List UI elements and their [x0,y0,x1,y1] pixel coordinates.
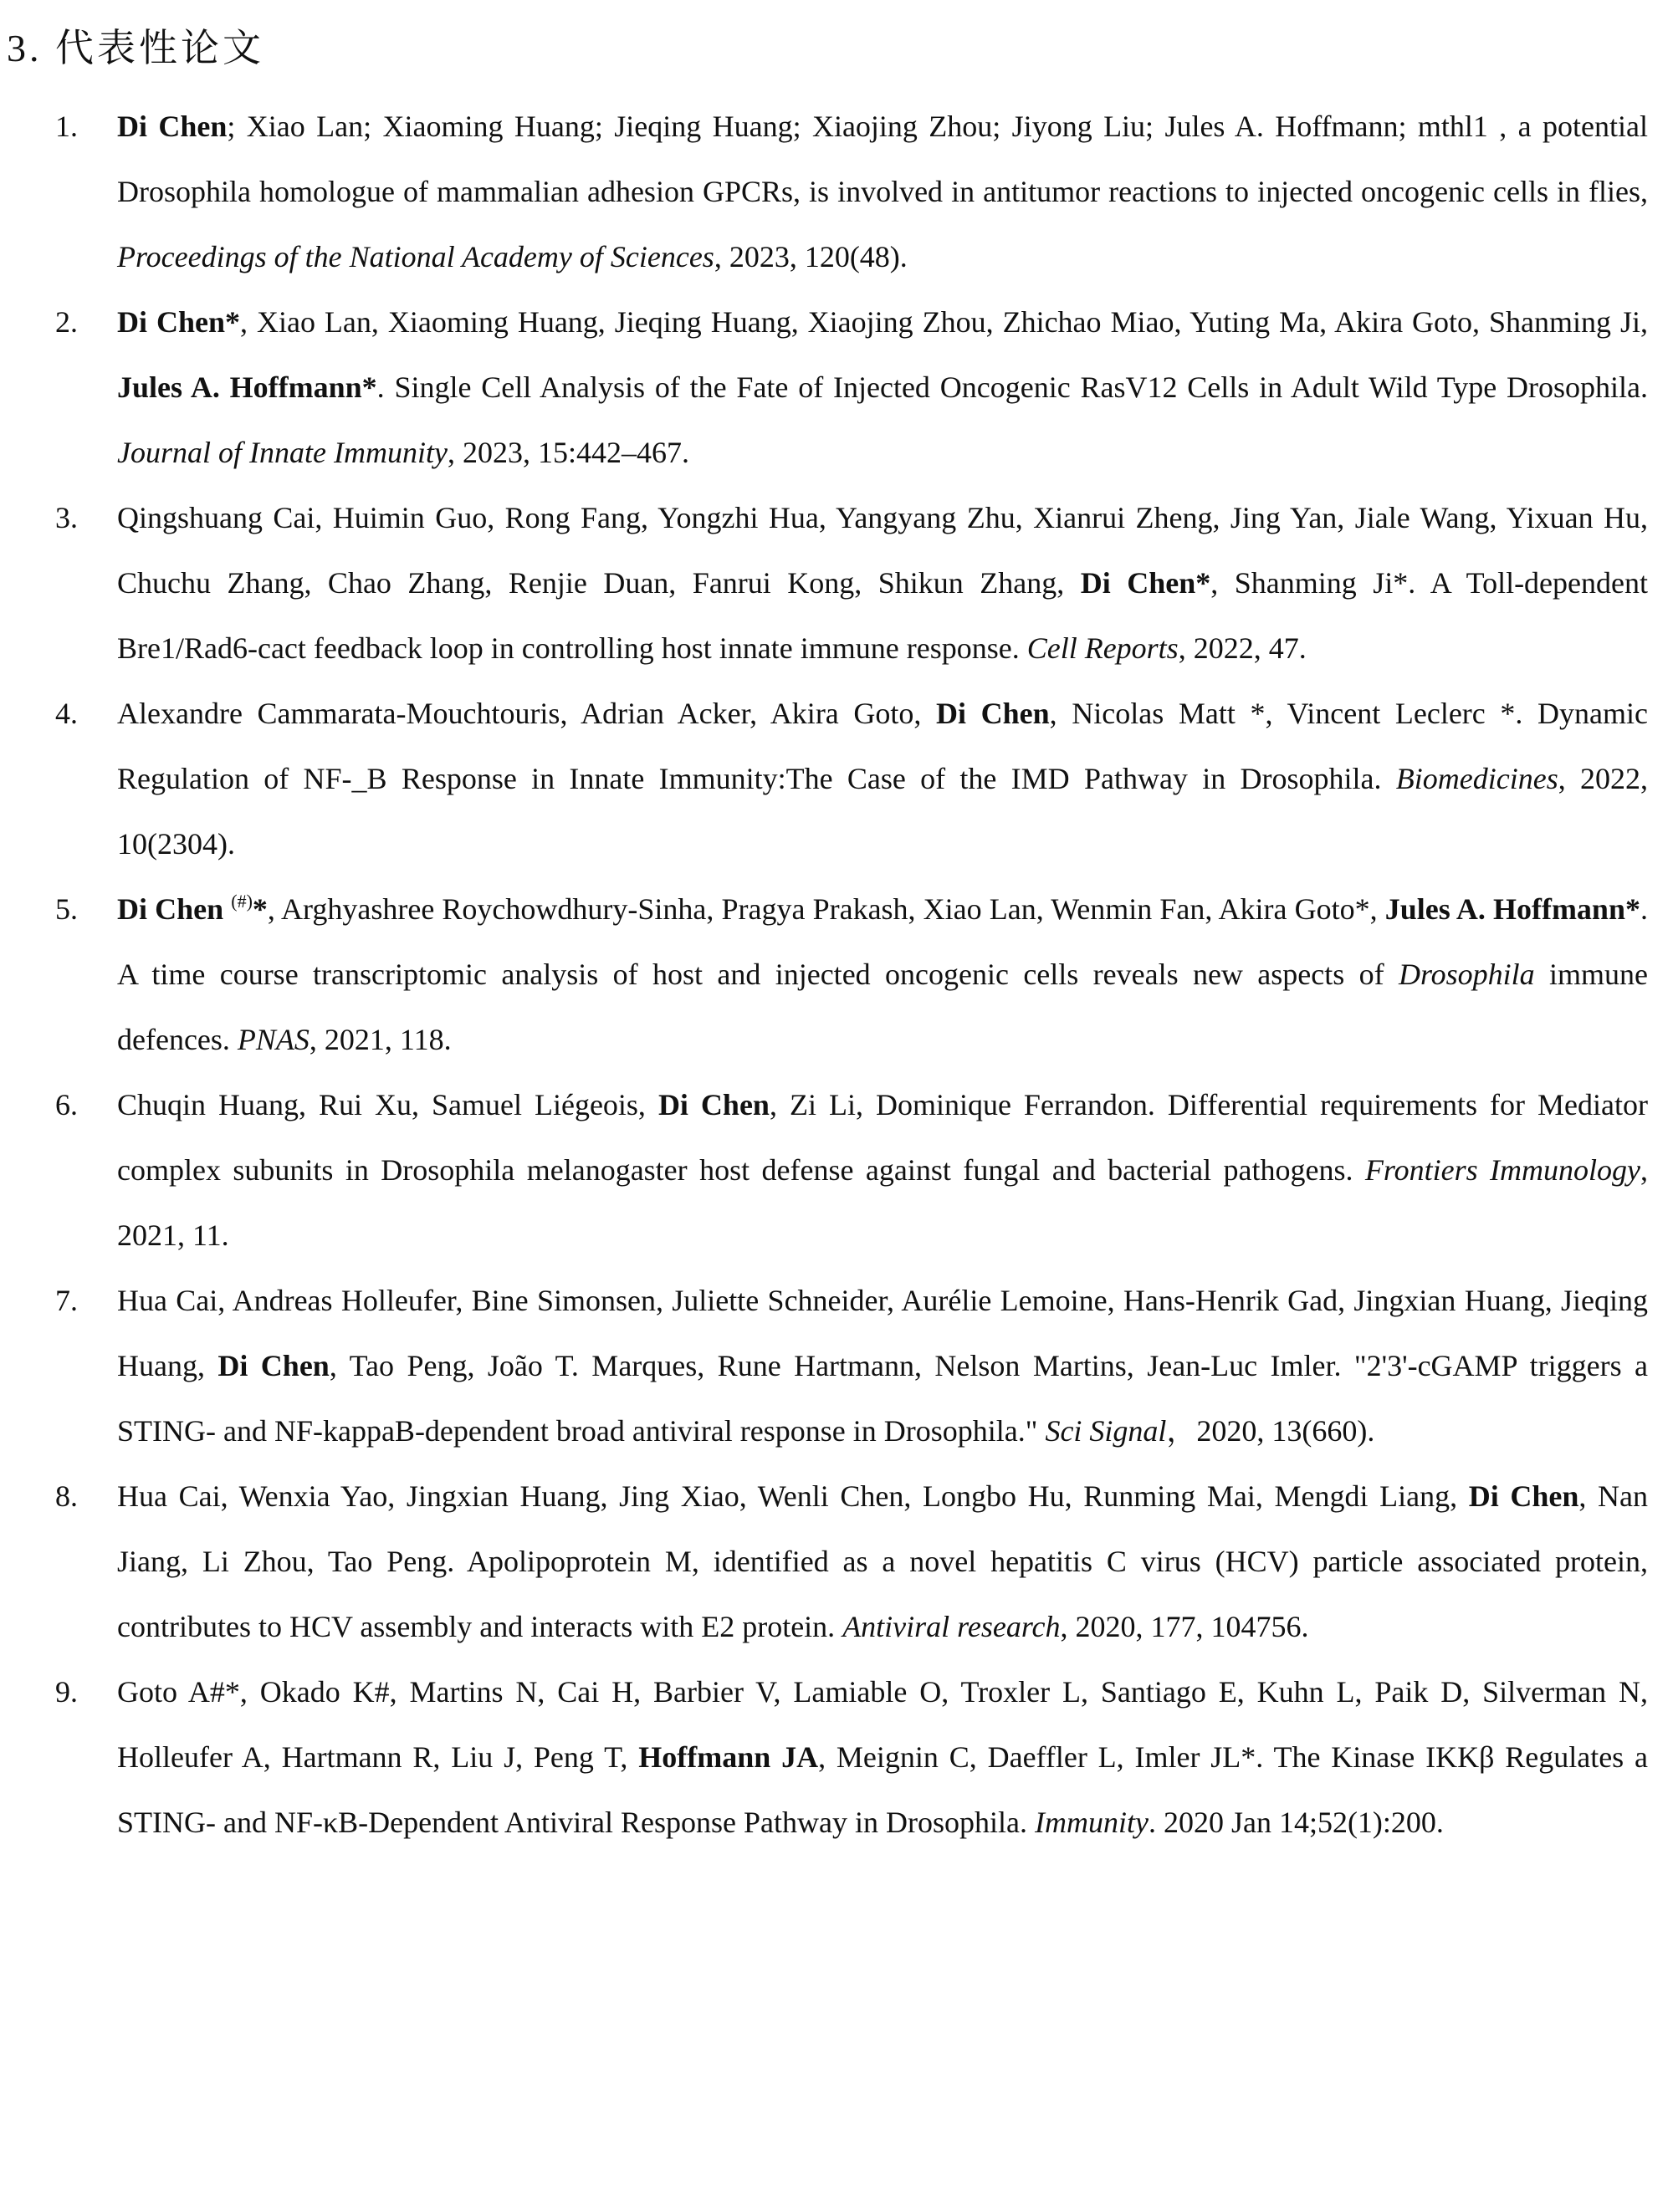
publication-list [0,94,1673,1855]
journal-or-term-italic: Drosophila [1398,958,1535,991]
citation-text: ，2020, 13(660). [1166,1414,1375,1448]
publication-item [0,1268,1673,1464]
citation-text: , 2020, 177, 104756. [1060,1610,1309,1643]
citation-text: , 2022, 47. [1178,631,1307,665]
publication-item [0,1659,1673,1855]
publication-item [0,876,1673,1072]
highlighted-author: Hoffmann JA [638,1740,819,1774]
publication-citation [117,305,1648,469]
citation-text: . Single Cell Analysis of the Fate of Injected Oncogenic RasV12 Cells in Adult Wild Type Drosophila. [376,370,1648,404]
publication-number: 2. [55,305,78,339]
citation-text: , 2021, 11. [117,1153,1648,1252]
citation-text: , Nan Jiang, Li Zhou, Tao Peng. Apolipoprotein M, identified as a novel hepatitis C virus (HCV) particle associated protein, contributes to HCV assembly and interacts with E2 protein. [117,1479,1648,1643]
citation-text: , 2023, 15:442–467. [447,436,689,469]
publication-item [0,681,1673,876]
journal-or-term-italic: Sci Signal [1045,1414,1167,1448]
author-superscript-note: (#) [231,891,253,912]
publication-item [0,94,1673,289]
citation-text: , Zi Li, Dominique Ferrandon. Differential requirements for Mediator complex subunits in Drosophila melanogaster host defense against fungal and bacterial pathogens. [117,1088,1648,1187]
citation-text: immune defences. [117,958,1649,1056]
highlighted-author: Di Chen [936,697,1050,730]
publication-number: 9. [55,1675,78,1709]
citation-text: , 2023, 120(48). [714,240,908,273]
publication-citation [117,697,1648,861]
publication-number: 7. [55,1284,78,1317]
citation-text: Chuqin Huang, Rui Xu, Samuel Liégeois, [117,1088,658,1121]
highlighted-author: Di Chen* [1080,566,1211,600]
citation-text: , Xiao Lan, Xiaoming Huang, Jieqing Huang, Xiaojing Zhou, Zhichao Miao, Yuting Ma, Akira Goto, Shanming Ji, [240,305,1648,339]
journal-or-term-italic: Antiviral research [842,1610,1061,1643]
publication-number: 6. [55,1088,78,1121]
journal-or-term-italic: Journal of Innate Immunity [117,436,448,469]
highlighted-author: Di Chen [117,892,232,926]
publication-item [0,289,1673,485]
citation-text: . A time course transcriptomic analysis of host and injected oncogenic cells reveals new aspects of [117,892,1648,991]
publication-citation [117,892,1648,1056]
highlighted-author: Di Chen [1468,1479,1579,1513]
citation-text: , Meignin C, Daeffler L, Imler JL*. The Kinase IKKβ Regulates a STING- and NF-κB-Dependent Antiviral Response Pathway in Drosophila. [117,1740,1648,1839]
citation-text: ; Xiao Lan; Xiaoming Huang; Jieqing Huang; Xiaojing Zhou; Jiyong Liu; Jules A. Hoffmann; mthl1 , a potential Drosophila homologue of mammalian adhesion GPCRs, is involved in antitumor reactions to injected oncogenic cells in flies, [117,110,1648,208]
publication-item [0,485,1673,681]
publication-citation [117,1479,1648,1643]
publication-citation [117,1675,1648,1839]
citation-text: Hua Cai, Wenxia Yao, Jingxian Huang, Jing Xiao, Wenli Chen, Longbo Hu, Runming Mai, Mengdi Liang, [117,1479,1469,1513]
publication-number: 8. [55,1479,78,1513]
journal-or-term-italic: Frontiers Immunology [1364,1153,1640,1187]
highlighted-author: Jules A. Hoffmann* [1384,892,1640,926]
citation-text: Alexandre Cammarata-Mouchtouris, Adrian Acker, Akira Goto, [117,697,937,730]
citation-text: , Shanming Ji*. A Toll-dependent Bre1/Rad6-cact feedback loop in controlling host innate immune response. [117,566,1648,665]
publication-number: 1. [55,110,78,143]
highlighted-author: Jules A. Hoffmann* [117,370,377,404]
citation-text: , Arghyashree Roychowdhury-Sinha, Pragya Prakash, Xiao Lan, Wenmin Fan, Akira Goto*, [267,892,1385,926]
citation-text: Goto A#*, Okado K#, Martins N, Cai H, Barbier V, Lamiable O, Troxler L, Santiago E, Kuhn L, Paik D, Silverman N, Holleufer A, Hartmann R, Liu J, Peng T, [117,1675,1648,1774]
publication-citation [117,1284,1648,1448]
highlighted-author: Di Chen [217,1349,330,1382]
publication-number: 5. [55,892,78,926]
citation-text: . 2020 Jan 14;52(1):200. [1148,1806,1444,1839]
citation-text: , Nicolas Matt *, Vincent Leclerc *. Dynamic Regulation of NF-_B Response in Innate Immunity:The Case of the IMD Pathway in Drosophila. [117,697,1648,795]
journal-or-term-italic: Proceedings of the National Academy of Sciences [117,240,714,273]
citation-text: , 2022, 10(2304). [117,762,1649,861]
publication-citation [117,1088,1648,1252]
journal-or-term-italic: PNAS [237,1023,310,1056]
citation-text: Hua Cai, Andreas Holleufer, Bine Simonsen, Juliette Schneider, Aurélie Lemoine, Hans-Henrik Gad, Jingxian Huang, Jieqing Huang, [117,1284,1648,1382]
citation-text: Qingshuang Cai, Huimin Guo, Rong Fang, Yongzhi Hua, Yangyang Zhu, Xianrui Zheng, Jing Yan, Jiale Wang, Yixuan Hu, Chuchu Zhang, Chao Zhang, Renjie Duan, Fanrui Kong, Shikun Zhang, [117,501,1648,600]
journal-or-term-italic: Immunity [1034,1806,1149,1839]
citation-text: , 2021, 118. [309,1023,452,1056]
highlighted-author: Di Chen* [117,305,240,339]
section-heading: 3. 代表性论文 [7,27,264,69]
publication-number: 4. [55,697,78,730]
journal-or-term-italic: Cell Reports [1026,631,1179,665]
publication-item [0,1072,1673,1268]
highlighted-author: * [252,892,268,926]
publication-number: 3. [55,501,78,534]
publication-citation [117,501,1648,665]
highlighted-author: Di Chen [657,1088,770,1121]
publication-citation [117,110,1648,273]
publication-item [0,1464,1673,1659]
journal-or-term-italic: Biomedicines [1395,762,1558,795]
highlighted-author: Di Chen [117,110,228,143]
citation-text: , Tao Peng, João T. Marques, Rune Hartmann, Nelson Martins, Jean-Luc Imler. "2'3'-cGAMP triggers a STING- and NF-kappaB-dependent broad antiviral response in Drosophila." [117,1349,1648,1448]
